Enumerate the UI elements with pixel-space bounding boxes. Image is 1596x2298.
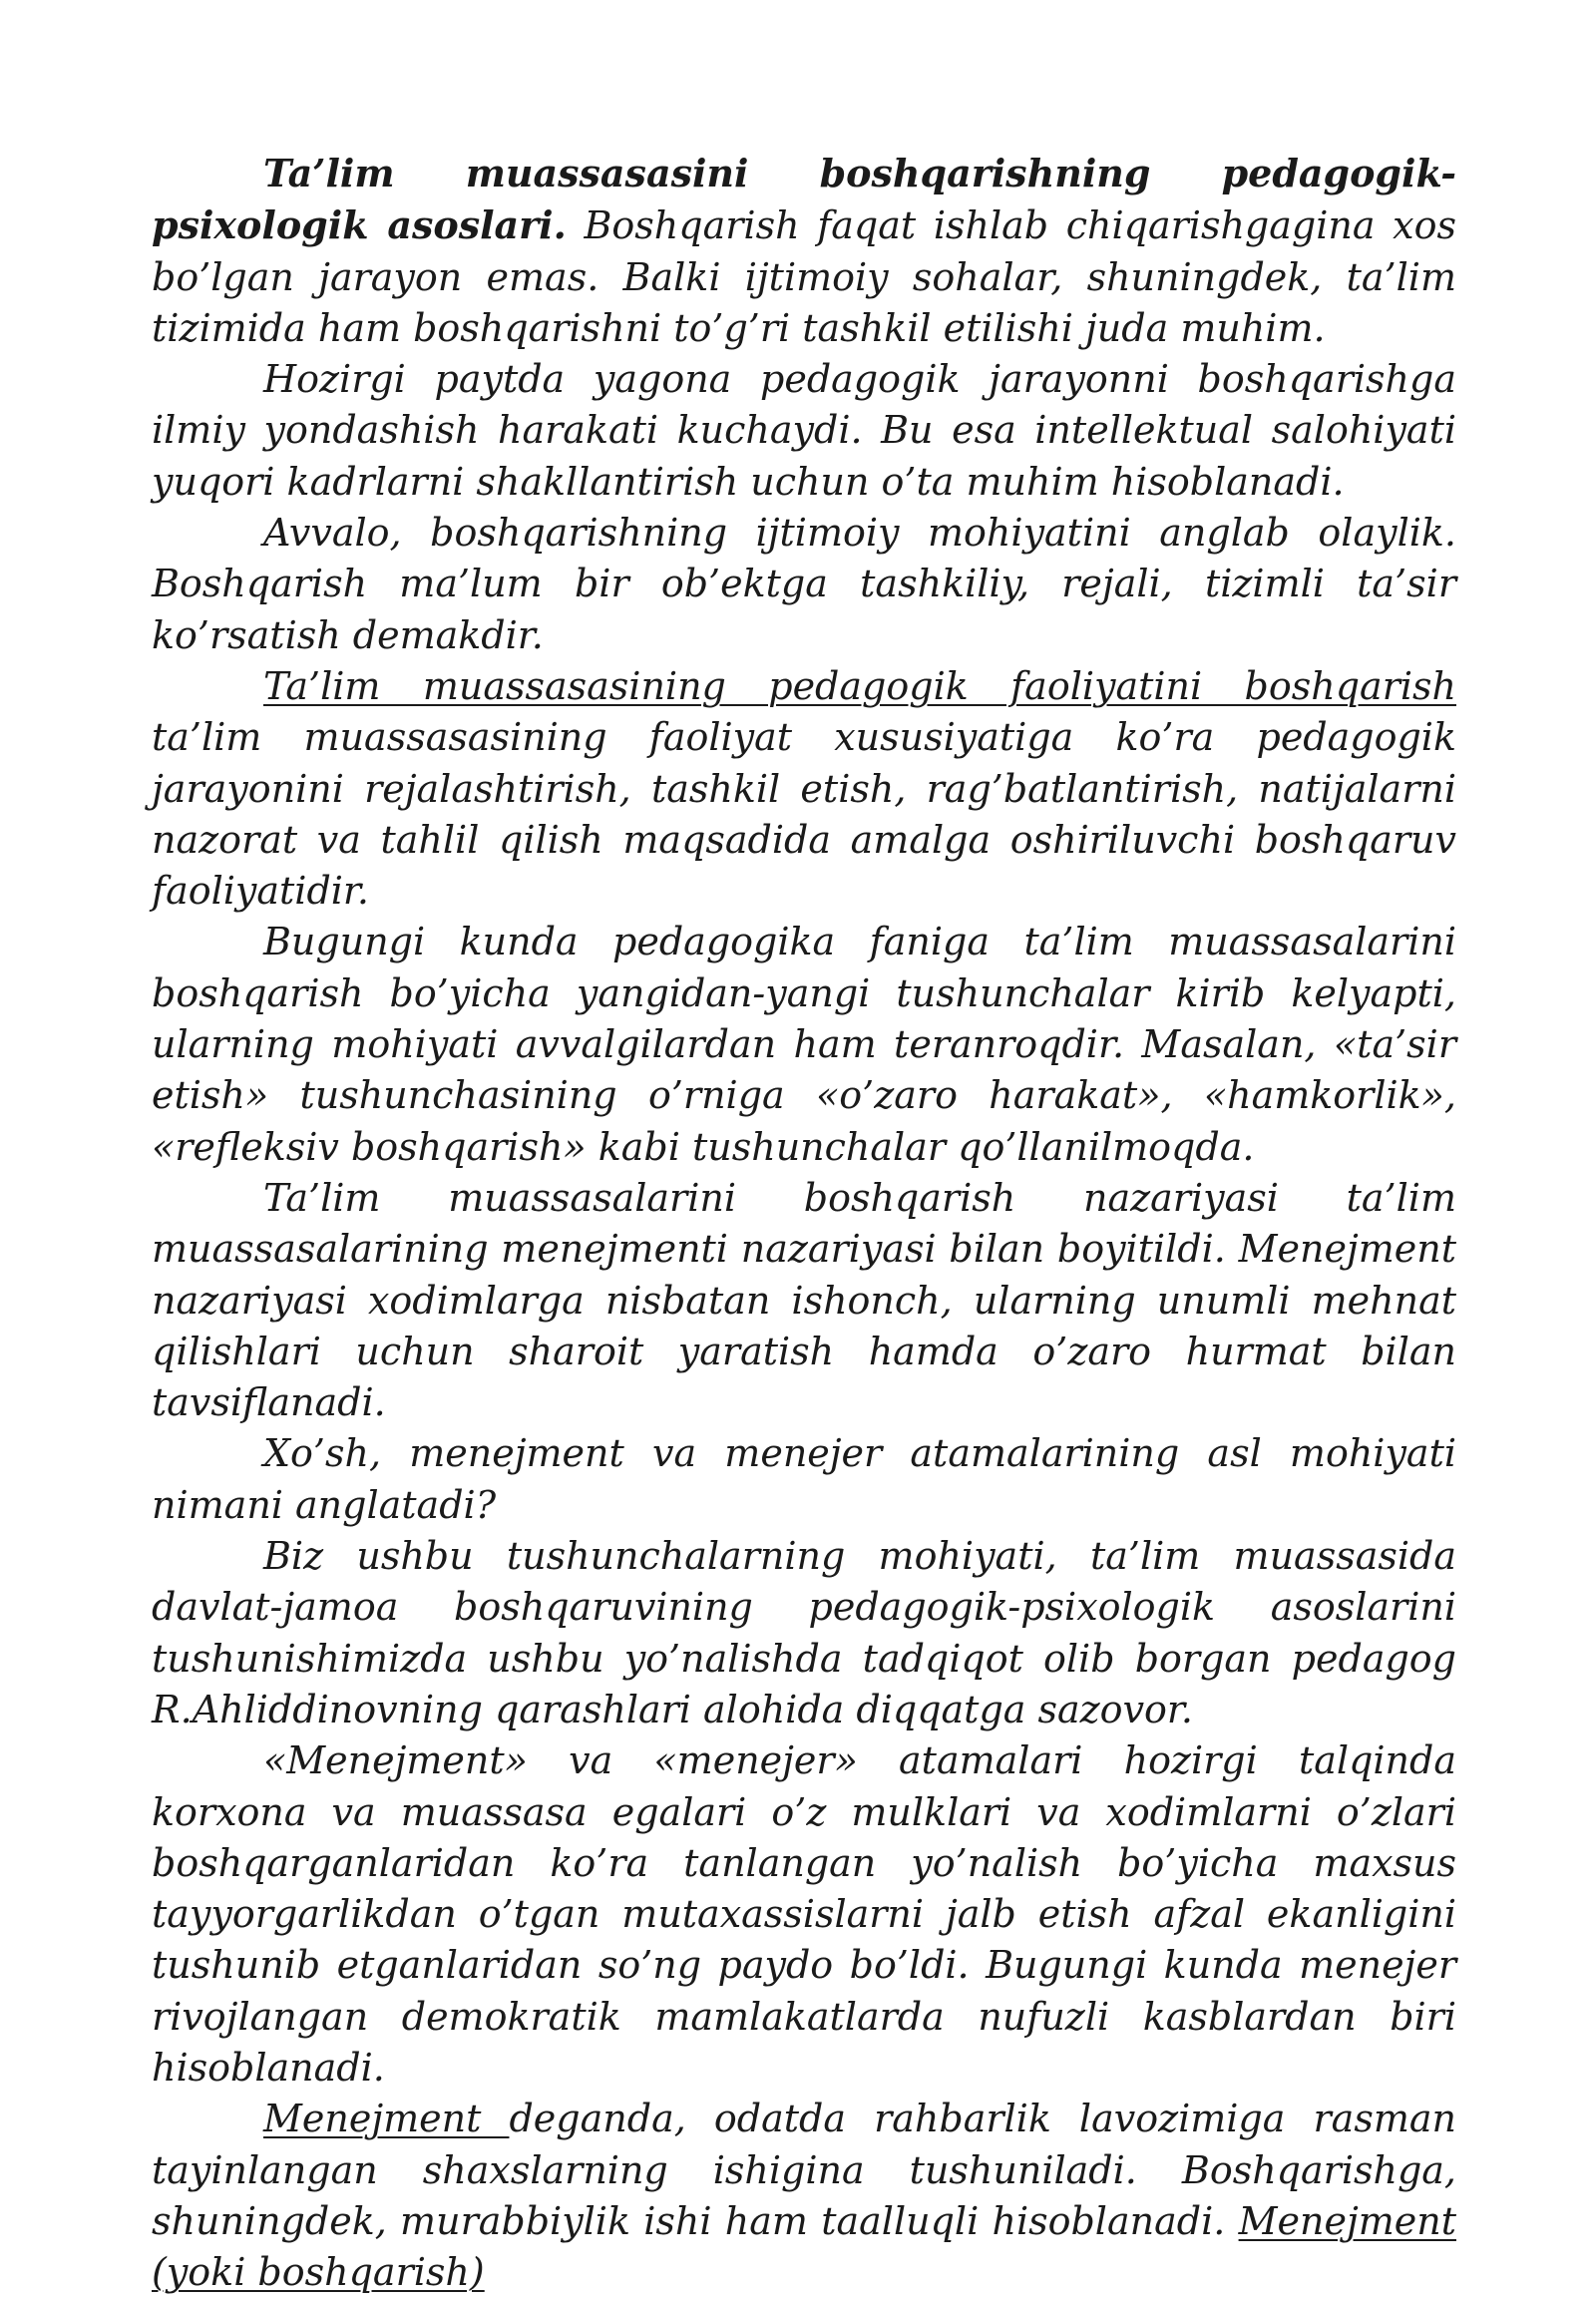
paragraph-10 xyxy=(152,2094,1456,2298)
paragraph-2: Hozirgi paytda yagona pedagogik jarayonni boshqarishga ilmiy yondashish harakati kuchaydi. Bu esa intellektual salohiyati yuqori kadrlarni shakllantirish uchun o’ta muhim hisoblanadi. xyxy=(152,357,1456,504)
paragraph-6: Ta’lim muassasalarini boshqarish nazariyasi ta’lim muassasalarining menejmenti nazariyasi bilan boyitildi. Menejment nazariyasi xodimlarga nisbatan ishonch, ularning unumli mehnat qilishlari uchun sharoit yaratish hamda o’zaro hurmat bilan tavsiflanadi. xyxy=(152,1175,1456,1425)
underlined-term: Ta’lim muassasasining pedagogik faoliyatini boshqarish xyxy=(263,663,1456,708)
paragraph-8: Biz ushbu tushunchalarning mohiyati, ta’lim muassasida davlat-jamoa boshqaruvining pedagogik-psixologik asoslarini tushunishimizda ushbu yo’nalishda tadqiqot olib borgan pedagog R.Ahliddinovning qarashlari alohida diqqatga sazovor. xyxy=(152,1534,1456,1731)
paragraph-text: Boshqarish faqat ishlab chiqarishgagina xos bo’lgan jarayon emas. Balki ijtimoiy sohalar, shuningdek, ta’lim tizimida ham boshqarishni to’g’ri tashkil etilishi juda muhim. xyxy=(152,203,1456,350)
underlined-term-trailing: Menejment (yoki boshqarish) xyxy=(152,2198,1456,2295)
paragraph-1 xyxy=(152,148,1456,354)
document-page xyxy=(152,148,1456,2298)
paragraph-text: deganda, odatda rahbarlik lavozimiga rasman tayinlangan shaxslarning ishigina tushuniladi. Boshqarishga, shuningdek, murabbiylik ishi ham taalluqli hisoblanadi. xyxy=(152,2097,1456,2243)
paragraph-text: ta’lim muassasasining faoliyat xususiyatiga ko’ra pedagogik jarayonini rejalashtirish, tashkil etish, rag’batlantirish, natijalarni nazorat va tahlil qilish maqsadida amalga oshiriluvchi boshqaruv faoliyatidir. xyxy=(152,715,1456,914)
paragraph-4 xyxy=(152,661,1456,917)
paragraph-5: Bugungi kunda pedagogika faniga ta’lim muassasalarini boshqarish bo’yicha yangidan-yangi tushunchalar kirib kelyapti, ularning mohiyati avvalgilardan ham teranroqdir. Masalan, «ta’sir etish» tushunchasining o’rniga «o’zaro harakat», «hamkorlik», «refleksiv boshqarish» kabi tushunchalar qo’llanilmoqda. xyxy=(152,920,1456,1169)
paragraph-7: Xo’sh, menejment va menejer atamalarining asl mohiyati nimani anglatadi? xyxy=(152,1431,1456,1527)
underlined-term: Menejment xyxy=(263,2097,510,2141)
section-heading: Ta’lim muassasasini boshqarishning pedagogik- psixologik asoslari. xyxy=(152,151,1456,248)
paragraph-9: «Menejment» va «menejer» atamalari hozirgi talqinda korxona va muassasa egalari o’z mulklari va xodimlarni o’zlari boshqarganlaridan ko’ra tanlangan yo’nalish bo’yicha maxsus tayyorgarlikdan o’tgan mutaxassislarni jalb etish afzal ekanligini tushunib etganlaridan so’ng paydo bo’ldi. Bugungi kunda menejer rivojlangan demokratik mamlakatlarda nufuzli kasblardan biri hisoblanadi. xyxy=(152,1738,1456,2090)
paragraph-3: Avvalo, boshqarishning ijtimoiy mohiyatini anglab olaylik. Boshqarish ma’lum bir ob’ektga tashkiliy, rejali, tizimli ta’sir ko’rsatish demakdir. xyxy=(152,511,1456,657)
